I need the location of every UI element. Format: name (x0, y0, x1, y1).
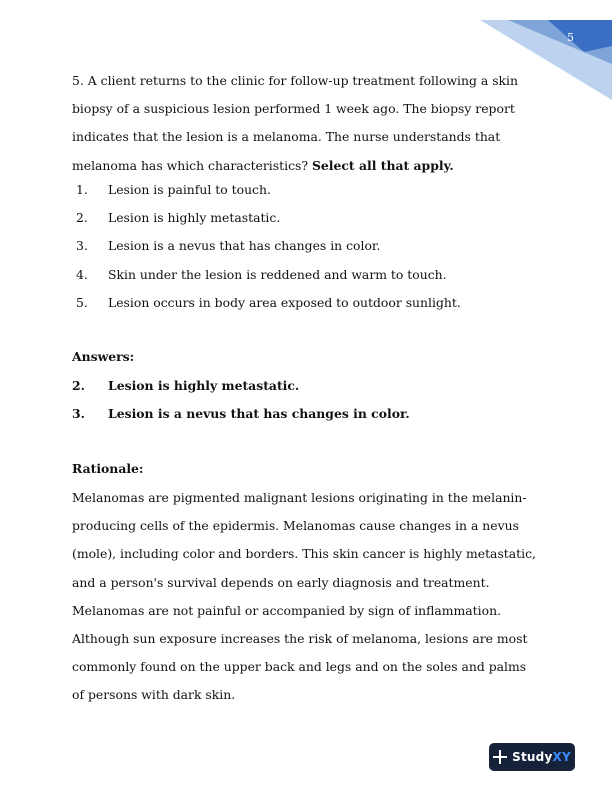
studyxy-logo-badge[interactable] (489, 743, 575, 771)
answer-text: Lesion is highly metastatic. (108, 378, 300, 393)
brand-name (512, 750, 571, 764)
plus-icon (493, 750, 507, 764)
answer-text: Lesion is a nevus that has changes in color. (108, 406, 410, 422)
question-text: 5. A client returns to the clinic for follow-up treatment following a skin biopsy of a suspicious lesion performed 1 week ago. The biopsy report indicates that the lesion is a melanoma. The nurse understands that melanoma has which characteristics? (72, 73, 519, 173)
page-number: 5 (567, 31, 574, 44)
question-stem (72, 67, 542, 180)
brand-name-main: Study (512, 750, 553, 764)
answer-options-list (72, 176, 542, 317)
list-item (72, 261, 542, 289)
option-text: Lesion is highly metastatic. (108, 210, 281, 226)
list-item (72, 232, 542, 260)
option-number: 2. (76, 210, 88, 226)
option-number: 1. (76, 182, 88, 197)
option-number: 4. (76, 266, 88, 282)
list-item (72, 400, 542, 428)
answers-heading: Answers: (72, 349, 135, 364)
brand-name-accent: XY (552, 750, 571, 764)
list-item (72, 289, 542, 317)
rationale-heading: Rationale: (72, 461, 144, 476)
list-item (72, 204, 542, 232)
list-item (72, 372, 542, 400)
option-text: Lesion is painful to touch. (108, 182, 271, 197)
answer-number: 3. (72, 406, 85, 422)
select-all-instruction: Select all that apply. (311, 157, 454, 173)
rationale-paragraph: Melanomas are pigmented malignant lesions originating in the melanin-producing cells of the epidermis. Melanomas cause changes in a nevus (mole), including color and borders. This skin cancer is highly metastatic, and a person's survival depends on early diagnosis and treatment. Melanomas are not painful or accompanied by sign of inflammation. Although sun exposure increases the risk of melanoma, lesions are most commonly found on the upper back and legs and on the soles and palms of persons with dark skin. (72, 490, 536, 703)
option-number: 5. (76, 294, 88, 310)
option-text: Lesion is a nevus that has changes in color. (108, 238, 381, 254)
answer-number: 2. (72, 378, 85, 393)
list-item (72, 176, 542, 204)
option-text: Skin under the lesion is reddened and warm to touch. (108, 266, 447, 282)
option-number: 3. (76, 238, 88, 254)
correct-answers-list (72, 372, 542, 428)
option-text: Lesion occurs in body area exposed to outdoor sunlight. (108, 294, 461, 310)
